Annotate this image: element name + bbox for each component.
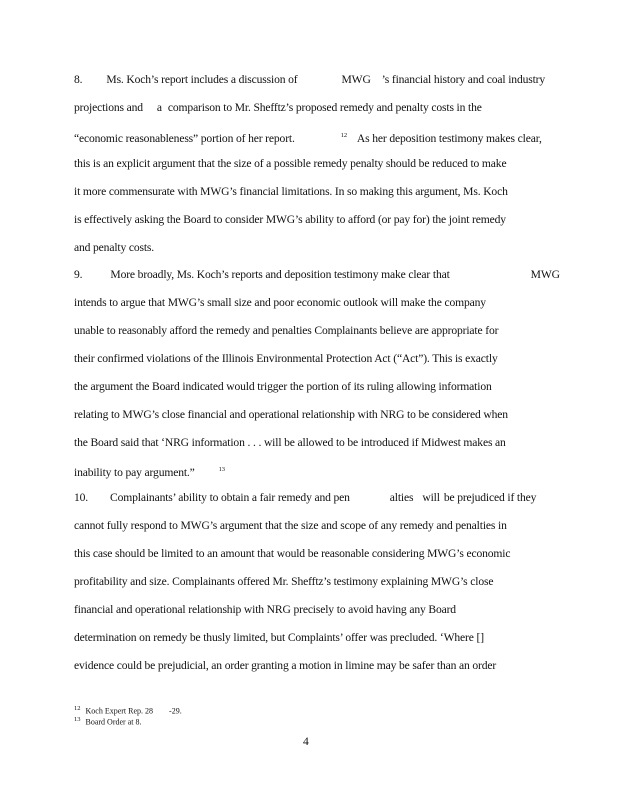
text-segment: MWG — [530, 268, 560, 281]
text-segment: projections and — [74, 101, 143, 114]
footnote-ref: 12 — [340, 132, 347, 139]
body-line — [74, 380, 492, 394]
paragraph-number: 9. — [74, 268, 83, 281]
text-segment: financial and operational relationship with NRG precisely to avoid having any Board — [74, 603, 456, 616]
text-segment: it more commensurate with MWG’s financial limitations. In so making this argument, Ms. Koch — [74, 185, 508, 198]
body-line — [74, 603, 456, 617]
text-segment: be prejudiced if they — [443, 491, 537, 504]
body-line — [74, 491, 536, 505]
text-segment: -29. — [169, 706, 182, 716]
text-segment: a — [156, 101, 162, 114]
text-segment: Board Order at 8. — [85, 717, 142, 727]
body-line — [74, 157, 506, 171]
footnote-number: 12 — [74, 705, 81, 712]
body-line — [74, 436, 506, 450]
text-segment: their confirmed violations of the Illinois Environmental Protection Act (“Act”). This is exactly — [74, 352, 498, 365]
text-segment: More broadly, Ms. Koch’s reports and deposition testimony make clear that — [110, 268, 450, 281]
body-line — [74, 213, 506, 227]
body-line — [74, 241, 154, 255]
text-segment: unable to reasonably afford the remedy and penalties Complainants believe are appropriate for — [74, 324, 499, 337]
text-segment: inability to pay argument.” — [74, 465, 195, 479]
body-line — [74, 575, 493, 589]
text-segment: As her deposition testimony makes clear, — [356, 131, 542, 145]
text-segment: Koch Expert Rep. 28 — [85, 706, 154, 716]
paragraph-number: 10. — [74, 491, 89, 504]
body-line — [74, 268, 560, 282]
footnote-number: 13 — [74, 716, 81, 723]
footnote-ref: 13 — [218, 466, 225, 473]
body-line — [74, 547, 510, 561]
body-line — [74, 129, 542, 146]
text-segment: Ms. Koch’s report includes a discussion of — [106, 73, 298, 86]
text-segment: “economic reasonableness” portion of her report. — [74, 131, 295, 145]
paragraph-number: 8. — [74, 73, 83, 86]
body-line — [74, 659, 496, 673]
text-segment: Complainants’ ability to obtain a fair remedy and pen — [110, 491, 350, 504]
text-segment: relating to MWG’s close financial and operational relationship with NRG to be considered when — [74, 408, 508, 421]
text-segment: this is an explicit argument that the size of a possible remedy penalty should be reduced to make — [74, 157, 507, 170]
text-segment: ’s financial history and coal industry — [381, 73, 546, 86]
body-line — [74, 324, 498, 338]
text-segment: determination on remedy be thusly limited, but Complaints’ offer was precluded. ‘Where [] — [74, 631, 484, 644]
page-number: 4 — [303, 735, 309, 748]
text-segment: cannot fully respond to MWG’s argument that the size and scope of any remedy and penalties in — [74, 519, 507, 532]
text-segment: profitability and size. Complainants offered Mr. Shefftz’s testimony explaining MWG’s close — [74, 575, 494, 588]
text-segment: alties — [389, 491, 414, 504]
text-segment: MWG — [341, 73, 371, 86]
body-line — [74, 408, 508, 422]
text-segment: evidence could be prejudicial, an order granting a motion in limine may be safer than an order — [74, 659, 497, 672]
footnote — [74, 715, 141, 728]
text-segment: this case should be limited to an amount that would be reasonable considering MWG’s economic — [74, 547, 511, 560]
body-line — [74, 185, 508, 199]
text-segment: will — [422, 491, 440, 504]
body-line — [74, 296, 486, 310]
body-line — [74, 519, 507, 533]
body-line — [74, 352, 498, 366]
body-line — [74, 463, 225, 480]
text-segment: is effectively asking the Board to consider MWG’s ability to afford (or pay for) the joint remedy — [74, 213, 506, 226]
text-segment: comparison to Mr. Shefftz’s proposed remedy and penalty costs in the — [167, 101, 482, 114]
body-line — [74, 73, 545, 87]
text-segment: the Board said that ‘NRG information . . . will be allowed to be introduced if Midwest makes an — [74, 436, 506, 449]
body-line — [74, 631, 484, 645]
text-segment: intends to argue that MWG’s small size and poor economic outlook will make the company — [74, 296, 486, 309]
text-segment: the argument the Board indicated would trigger the portion of its ruling allowing information — [74, 380, 492, 393]
body-line — [74, 101, 482, 115]
text-segment: and penalty costs. — [74, 241, 155, 254]
